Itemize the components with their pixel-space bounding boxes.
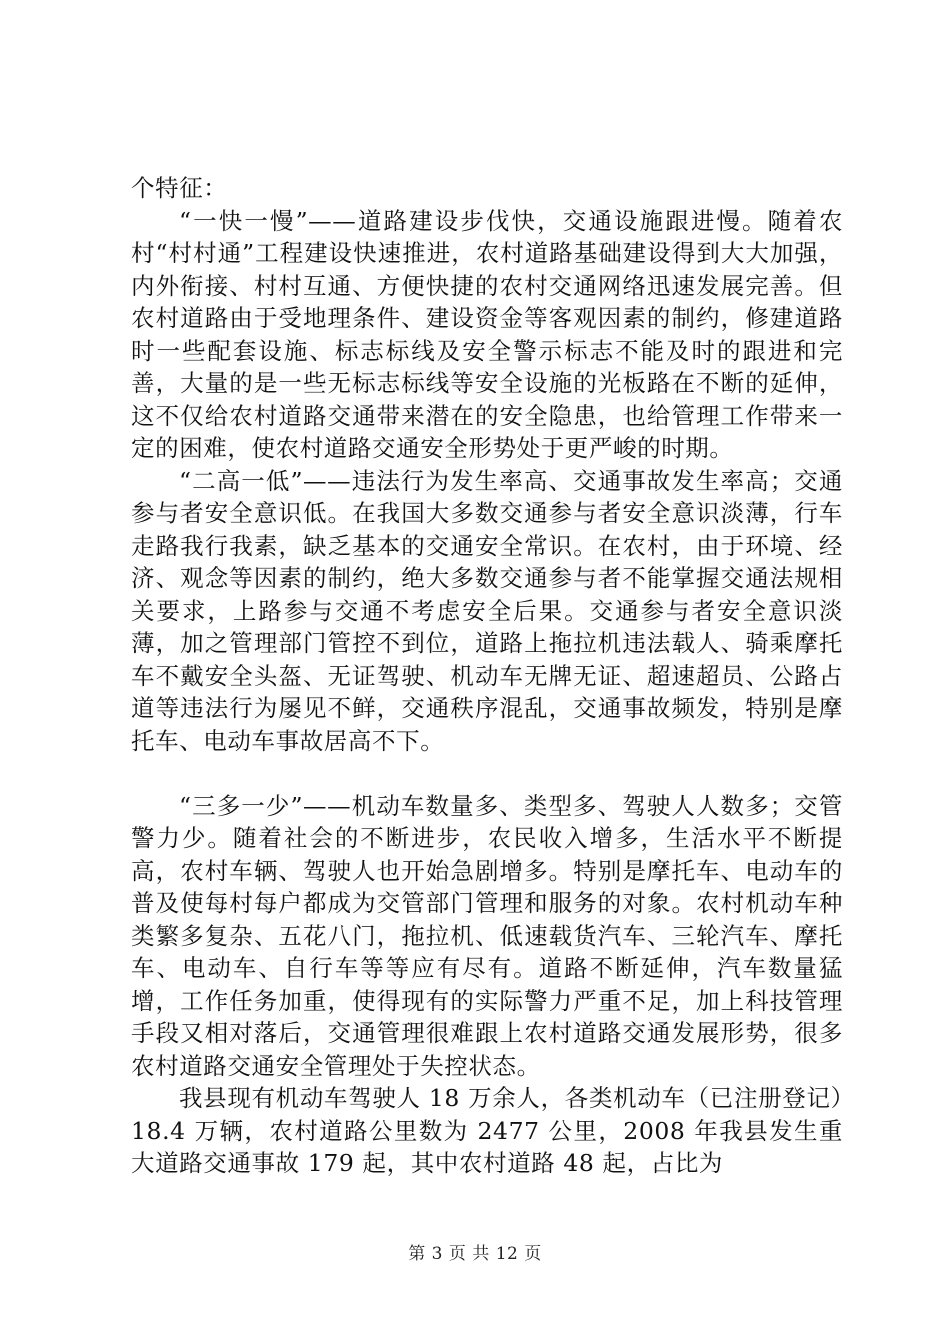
paragraph-county-statistics: 我县现有机动车驾驶人 18 万余人，各类机动车（已注册登记）18.4 万辆，农村道路公里数为 2477 公里，2008 年我县发生重大道路交通事故 179 起，其中农村道路 48 起，占比为: [131, 1084, 843, 1177]
paragraph-three-more-one-less: “三多一少”——机动车数量多、类型多、驾驶人人数多；交管警力少。随着社会的不断进步，农民收入增多，生活水平不断提高，农村车辆、驾驶人也开始急剧增多。特别是摩托车、电动车的普及使每村每户都成为交管部门管理和服务的对象。农村机动车种类繁多复杂、五花八门，拖拉机、低速载货汽车、三轮汽车、摩托车、电动车、自行车等等应有尽有。道路不断延伸，汽车数量猛增，工作任务加重，使得现有的实际警力严重不足，加上科技管理手段又相对落后，交通管理很难跟上农村道路交通发展形势，很多农村道路交通安全管理处于失控状态。: [131, 791, 843, 1080]
document-body: [131, 172, 843, 1180]
paragraph-two-high-one-low: “二高一低”——违法行为发生率高、交通事故发生率高；交通参与者安全意识低。在我国大多数交通参与者安全意识淡薄，行车走路我行我素，缺乏基本的交通安全常识。在农村，由于环境、经济、观念等因素的制约，绝大多数交通参与者不能掌握交通法规相关要求，上路参与交通不考虑安全后果。交通参与者安全意识淡薄，加之管理部门管控不到位，道路上拖拉机违法载人、骑乘摩托车不戴安全头盔、无证驾驶、机动车无牌无证、超速超员、公路占道等违法行为屡见不鲜，交通秩序混乱，交通事故频发，特别是摩托车、电动车事故居高不下。: [131, 466, 843, 755]
page-footer: 第 3 页 共 12 页: [408, 1244, 542, 1264]
paragraph-spacer: [131, 757, 843, 790]
paragraph-intro: 个特征：: [131, 174, 228, 202]
paragraph-one-fast-one-slow: “一快一慢”——道路建设步伐快，交通设施跟进慢。随着农村“村村通”工程建设快速推进，农村道路基础建设得到大大加强，内外衔接、村村互通、方便快捷的农村交通网络迅速发展完善。但农村道路由于受地理条件、建设资金等客观因素的制约，修建道路时一些配套设施、标志标线及安全警示标志不能及时的跟进和完善，大量的是一些无标志标线等安全设施的光板路在不断的延伸，这不仅给农村道路交通带来潜在的安全隐患，也给管理工作带来一定的困难，使农村道路交通安全形势处于更严峻的时期。: [131, 206, 843, 462]
